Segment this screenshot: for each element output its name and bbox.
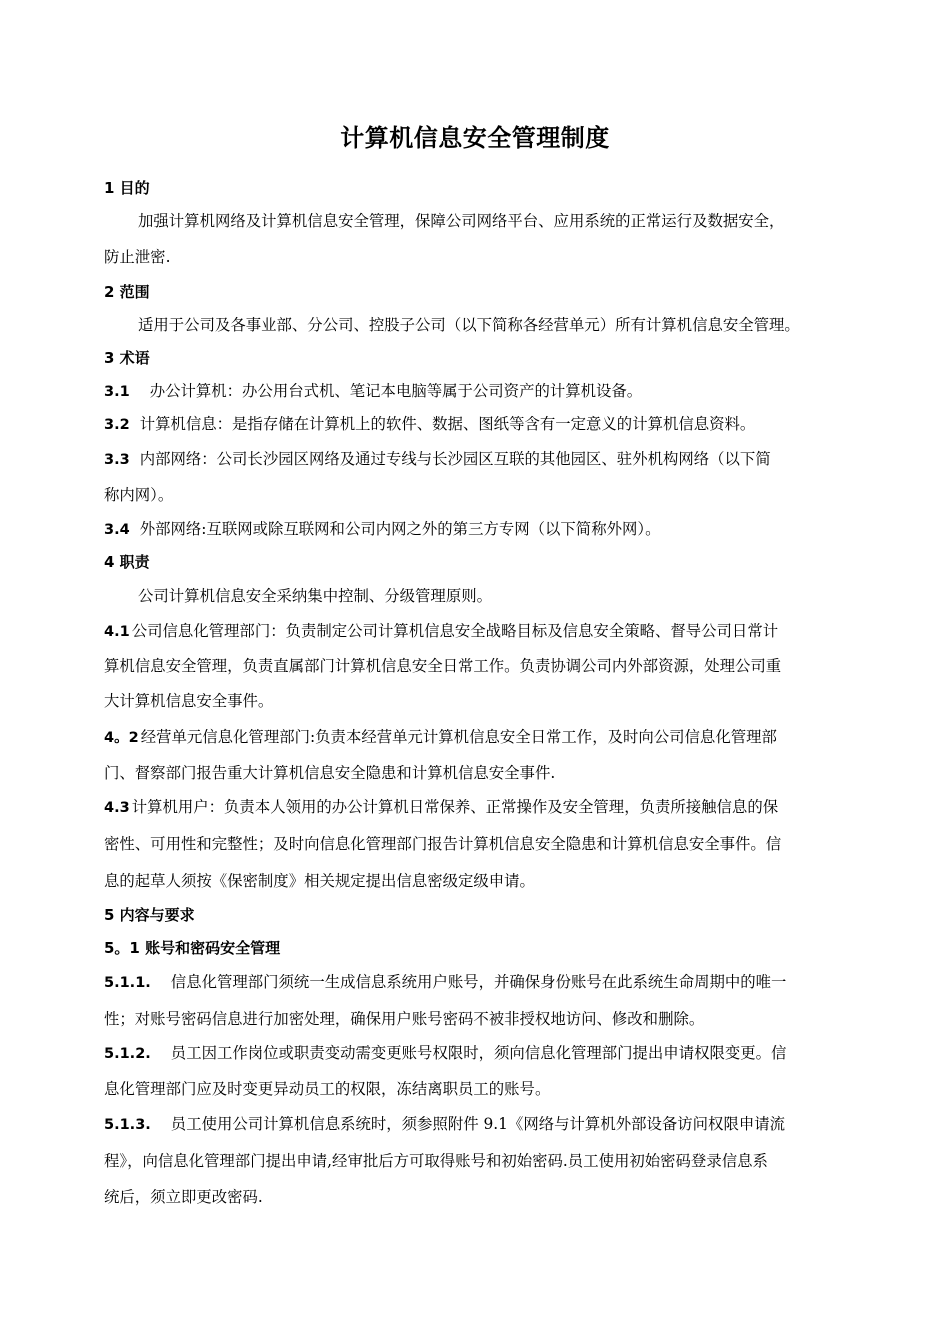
paragraph-line: 程》，向信息化管理部门提出申请,经审批后方可取得账号和初始密码.员工使用初始密码登录信息系	[104, 1152, 768, 1170]
section-heading-terms: 3 术语	[104, 349, 150, 367]
paragraph-line: 加强计算机网络及计算机信息安全管理，保障公司网络平台、应用系统的正常运行及数据安全，	[138, 212, 785, 230]
clause-text: 员工使用公司计算机信息系统时，须参照附件 9.1《网络与计算机外部设备访问权限申请流	[170, 1115, 786, 1133]
paragraph-line: 统后，须立即更改密码.	[104, 1188, 263, 1206]
paragraph-line: 息化管理部门应及时变更异动员工的权限，冻结离职员工的账号。	[104, 1080, 551, 1098]
clause-number: 5.1.3.	[104, 1117, 151, 1133]
document-title: 计算机信息安全管理制度	[340, 124, 610, 152]
clause-number: 3.4	[104, 522, 130, 538]
paragraph-line: 算机信息安全管理，负责直属部门计算机信息安全日常工作。负责协调公司内外部资源，处理公司重	[104, 657, 782, 675]
clause-number: 3.3	[104, 452, 130, 468]
term-3-2	[104, 413, 849, 436]
paragraph-line: 门、督察部门报告重大计算机信息安全隐患和计算机信息安全事件.	[104, 764, 556, 782]
clause-5-1-3	[104, 1113, 849, 1136]
section-heading-purpose: 1 目的	[104, 179, 150, 197]
clause-text: 计算机用户：负责本人领用的办公计算机日常保养、正常操作及安全管理，负责所接触信息的保	[131, 798, 779, 816]
clause-number: 3.2	[104, 417, 130, 433]
clause-number: 4.3	[104, 800, 130, 816]
clause-text: 外部网络:互联网或除互联网和公司内网之外的第三方专网（以下简称外网）。	[139, 520, 661, 538]
clause-text: 办公计算机：办公用台式机、笔记本电脑等属于公司资产的计算机设备。	[149, 382, 643, 400]
clause-number: 4.1	[104, 624, 130, 640]
section-heading-requirements: 5 内容与要求	[104, 906, 195, 924]
clause-5-1-2	[104, 1042, 849, 1065]
paragraph-line: 公司计算机信息安全采纳集中控制、分级管理原则。	[138, 587, 492, 605]
section-heading-responsibilities: 4 职责	[104, 553, 150, 571]
responsibility-4-3	[104, 796, 849, 819]
clause-text: 信息化管理部门须统一生成信息系统用户账号，并确保身份账号在此系统生命周期中的唯一	[170, 973, 787, 991]
clause-number: 3.1	[104, 384, 130, 400]
paragraph-line: 适用于公司及各事业部、分公司、控股子公司（以下简称各经营单元）所有计算机信息安全管理。	[138, 316, 800, 334]
term-3-3	[104, 448, 849, 471]
clause-text: 员工因工作岗位或职责变动需变更账号权限时，须向信息化管理部门提出申请权限变更。信	[170, 1044, 787, 1062]
clause-5-1-1	[104, 971, 849, 994]
paragraph-line: 大计算机信息安全事件。	[104, 692, 274, 710]
clause-number: 5.1.2.	[104, 1046, 151, 1062]
paragraph-line: 称内网）。	[104, 486, 174, 504]
term-3-4	[104, 518, 849, 541]
responsibility-4-2	[104, 726, 849, 749]
paragraph-line: 密性、可用性和完整性；及时向信息化管理部门报告计算机信息安全隐患和计算机信息安全事件。信	[104, 835, 782, 853]
clause-text: 计算机信息：是指存储在计算机上的软件、数据、图纸等含有一定意义的计算机信息资料。	[139, 415, 756, 433]
term-3-1	[104, 380, 849, 403]
clause-number: 5.1.1.	[104, 975, 151, 991]
clause-number: 4。2	[104, 730, 139, 746]
clause-text: 内部网络：公司长沙园区网络及通过专线与长沙园区互联的其他园区、驻外机构网络（以下简	[139, 450, 771, 468]
section-heading-scope: 2 范围	[104, 283, 150, 301]
paragraph-line: 防止泄密.	[104, 248, 171, 266]
responsibility-4-1	[104, 620, 849, 643]
paragraph-line: 性；对账号密码信息进行加密处理，确保用户账号密码不被非授权地访问、修改和删除。	[104, 1010, 705, 1028]
subsection-heading-accounts: 5。1 账号和密码安全管理	[104, 939, 281, 957]
clause-text: 公司信息化管理部门：负责制定公司计算机信息安全战略目标及信息安全策略、督导公司日常计	[131, 622, 779, 640]
clause-text: 经营单元信息化管理部门:负责本经营单元计算机信息安全日常工作，及时向公司信息化管理部	[140, 728, 777, 746]
paragraph-line: 息的起草人须按《保密制度》相关规定提出信息密级定级申请。	[104, 872, 535, 890]
